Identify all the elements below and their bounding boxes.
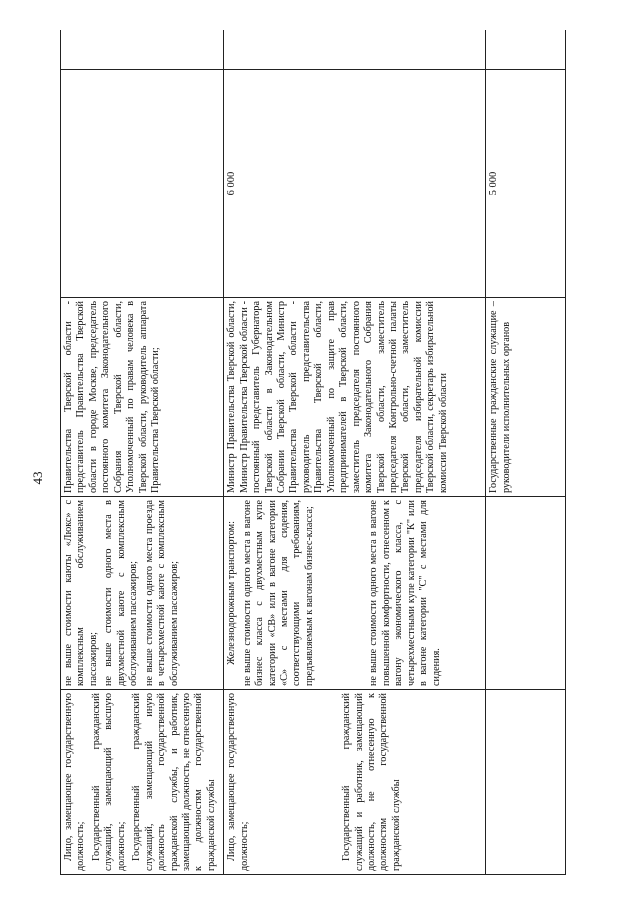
table-cell bbox=[224, 30, 486, 70]
cell-heading: Железнодорожным транспортом: bbox=[226, 521, 238, 665]
cell-paragraph: не выше стоимости одного места в вагоне бизнес класса с двухместным купе категории «СВ» или в вагоне категории «С» с местами для сидения, соответствующими требованиям, предъявляемым к вагонам бизнес-класса; bbox=[241, 500, 315, 686]
table-cell bbox=[61, 497, 224, 690]
cell-paragraph: Государственный гражданский служащий, замещающий высшую должность; bbox=[90, 693, 127, 871]
cell-paragraph: Министр Правительства Тверской области, Министр Правительства Тверской области - постоянный представитель Губернатора Тверской области в Законодательном Собрании Тверской области, Министр Правительства Тверской области - руководитель представительства Правительства Тверской области, Уполномоченный по защите прав предпринимателей в Тверской области, заместитель председателя постоянного комитета Законодательного Собрания Тверской области, заместитель председателя Контрольно-счетной палаты Тверской области, заместитель председателя избирательной комиссии Тверской области, секретарь избирательной комиссии Тверской области bbox=[226, 301, 449, 493]
table-cell bbox=[486, 298, 566, 497]
rotated-page bbox=[60, 30, 620, 875]
table-cell bbox=[486, 690, 566, 875]
amount-value: 6 000 bbox=[226, 171, 238, 196]
cell-paragraph: Государственные гражданские служащие – руководители исполнительных органов bbox=[488, 301, 512, 493]
table-cell bbox=[486, 70, 566, 298]
table-cell bbox=[486, 30, 566, 70]
table-cell bbox=[224, 298, 486, 497]
table-cell bbox=[224, 70, 486, 298]
cell-paragraph: не выше стоимости каюты «Люкс» с комплексным обслуживанием пассажиров; bbox=[63, 500, 99, 686]
table-row bbox=[224, 30, 486, 875]
table-cell bbox=[224, 497, 486, 690]
table-cell bbox=[224, 690, 486, 875]
cell-paragraph: не выше стоимости одного места в вагоне повышенной комфортности, отнесенном к вагону экономического класса, с четырехместными купе категории "К" или в вагоне категории "С" с местами для сидения. bbox=[368, 500, 442, 686]
table-cell bbox=[61, 298, 224, 497]
cell-paragraph: Лицо, замещающее государственную должность; bbox=[63, 693, 87, 871]
table-cell bbox=[61, 70, 224, 298]
cell-paragraph: Лицо, замещающее государственную должность; bbox=[226, 693, 250, 871]
amount-value: 5 000 bbox=[488, 171, 500, 196]
cell-paragraph: Государственный гражданский служащий, замещающий иную должность государственной гражданской службы, и работник, замещающий должность, не отнесенную к должностям государственной гражданской службы bbox=[131, 693, 217, 871]
table-cell bbox=[486, 497, 566, 690]
table-row bbox=[61, 30, 224, 875]
table-row bbox=[486, 30, 566, 875]
table-cell bbox=[61, 30, 224, 70]
cell-paragraph: не выше стоимости одного места в двухместной каюте с комплексным обслуживанием пассажиров; bbox=[103, 500, 140, 686]
expense-norms-table bbox=[60, 30, 566, 875]
table-cell bbox=[61, 690, 224, 875]
page-number: 43 bbox=[30, 471, 45, 485]
table-container bbox=[60, 30, 620, 875]
cell-paragraph: Правительства Тверской области - представитель Правительства Тверской области в городе Москве, председатель постоянного комитета Законодательного Собрания Тверской области, Уполномоченный по правам человека в Тверской области, руководитель аппарата Правительства Тверской области; bbox=[63, 301, 162, 493]
cell-paragraph: не выше стоимости одного места проезда в четырехместной каюте с комплексным обслуживанием пассажиров; bbox=[143, 500, 180, 686]
cell-paragraph: Государственный гражданский служащий и работник, замещающий должность, не отнесенную к должностям государственной гражданской службы bbox=[341, 693, 402, 871]
